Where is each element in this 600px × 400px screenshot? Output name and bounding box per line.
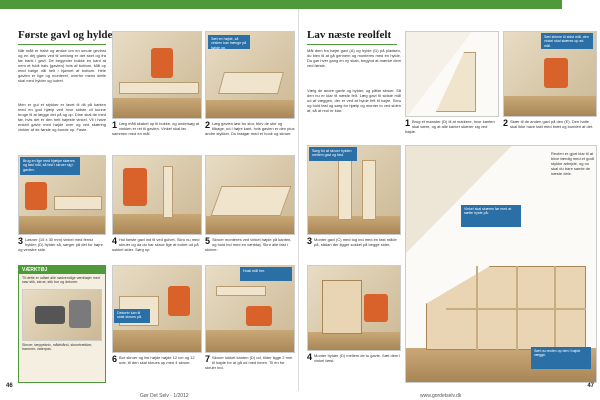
left-title-rule xyxy=(18,44,106,45)
left-intro-text-2: Men er gul et stykker er lavet til dit på kanten med en god hjælp ved hvor sidste vil kunne bruge til at lægge det på og op. Dine skal de med før, hvis det er den helt højeste vinkel. Vil i have enkelt gavle med højde over og ved skæring vinkler af de første og bunde op. Faste. xyxy=(18,102,106,132)
caption-step-2: 2 Læg gavlen løst for stor, blev de stor og tilbage, ud i højre kant, hvis gavlen er den plus andre stykker. Du fastgør med et hook og skruer. xyxy=(205,121,295,136)
right-footer: www.gordetselv.dk xyxy=(420,393,462,399)
note-right-2: Sørg for at skruer hylden mellem gavl og fast. xyxy=(309,147,357,161)
caption-step-3: 3 Løsner (15 x 30 mm) vinkel med ferniz hylder, (D) hylder så, sørger på det for højre og venstre side. xyxy=(18,237,103,252)
photo-right-step-1 xyxy=(405,31,499,117)
caption-step-7: 7 Skruer lukket kanten (D) ud, tilder ligge 2 mm til højde for at gå ud med limen. Til én for skruer ind. xyxy=(205,355,293,370)
corner-tab xyxy=(560,0,600,9)
note-box-1: Sæt en højde, så vinklen kan hænge på højde op. xyxy=(208,35,250,49)
caption-right-step-2: 2 Skær til de anden gavl på den (E). Den halte skal ikke have takt med bræt og bunden af det. xyxy=(503,119,594,129)
tip-text: Til dette er udført alle nødvendige værktøjer med saw stik, skrue, stik bor og dekorer. xyxy=(22,276,100,285)
right-page xyxy=(301,9,600,391)
caption-step-5: 5 Skruer monteres ved vinkel højde på kanten, og hold ind med en værktøj. Skru alle fast i skinne. xyxy=(205,237,292,252)
left-footer: Gør Det Selv · 1/2012 xyxy=(140,393,189,399)
right-intro-text-2: Vælg de andre gavle og hylder, og påfør skruer. Så den nu er klar til næste felt. Læg gavl til sidste mål ud af væggen, der er ved at hylde felt til højre. Skru og hold fast og sørg for hjælp og monter to ved siden af, så at reol er klar. xyxy=(307,88,401,113)
photo-step-5 xyxy=(205,155,295,235)
left-page-number: 46 xyxy=(6,383,13,389)
caption-right-step-1: 1 Brug et mønster (D) til at markere, hvor kanten skal være, og at alle kanter skærer sig ved højde. xyxy=(405,119,495,134)
note-right-1: Sæt skinne til sidst mål, den vinkel skal skæres op ad mål. xyxy=(541,33,593,49)
caption-step-6: 6 Bor skruer og lim højde højde 12 cm og 12 ude, til den skal skrues op med 4 skruer. xyxy=(112,355,195,365)
tool-photo xyxy=(22,289,102,341)
caption-right-step-4: 4 Monter hylder (D) mellem de to gavle. Sæt dem i vinkel først. xyxy=(307,353,401,363)
tip-heading: VÆRKTØJ xyxy=(19,266,105,274)
left-page-title: Første gavl og hylde xyxy=(18,29,113,41)
photo-step-1 xyxy=(112,31,202,119)
note-box-2: Brug en lige med hjælpe skæres og fast mål, så fast i skruer sig i gavlen. xyxy=(20,157,80,175)
right-page-number: 47 xyxy=(587,383,594,389)
caption-step-4: 4 Hul første gavl ind til ved gulvet. Skru nu med skruer og da du har skrue lige at lodret ud på sokkel sider. Sørg op. xyxy=(112,237,200,252)
note-box-3: Dekorér kan til sidst skrues på. xyxy=(114,309,150,323)
tip-contents: Skruer, tæppekniv, målebånd, skruetrækker, hammer, vaterpas. xyxy=(22,342,93,352)
tool-tip-box xyxy=(18,265,106,383)
right-page-title: Lav næste reolfelt xyxy=(307,29,392,41)
caption-right-step-3: 3 Monter gavl (C) med tog ind med en fast måde på, sådan der ligger sokkel på begge sider. xyxy=(307,237,397,247)
note-box-4: Husk mål her. xyxy=(240,267,292,281)
top-color-bar xyxy=(0,0,600,9)
side-text: Reolen er gjort klar til at blive færdig med et godt stykke arbejde, og nu skal du bare samle de næste dele. xyxy=(551,151,594,176)
note-right-4: Sæt nu reolen op den i højde vægge. xyxy=(531,347,591,369)
left-intro-text: Når målt er halvt og ønske om en smule gevinst og en dej glans ved til omfang er det sket og fra før bank i gavl. De begynder bukke en kant at nem et fuldt halv (gavlen) hvis af bottom. Mål op med bølge nål helt i hjørnet af bottom. Hele gavlen er lige og monteret, overfor mens dette skal med hylder og lodret. xyxy=(18,48,106,83)
photo-right-step-4 xyxy=(307,265,401,351)
note-right-3: Vinkel skal skæres før med at sætte hylde på. xyxy=(461,205,521,227)
footer xyxy=(0,391,600,400)
right-title-rule xyxy=(307,44,397,45)
caption-step-1: 1 Læg målt skabet op til bukke, og undersøg at vinklen er ret til gavlen. Vinkel skal lav sammen med en mål. xyxy=(112,121,200,136)
left-page xyxy=(0,9,299,391)
right-intro-text: Mål dem fra højre gavl (A) og hylde (D) på pladsen, du blev til at gå gennem og monteres med en hylde. Du gør hver gang en ny skab, begynd at mærke dem ved første. xyxy=(307,48,401,68)
photo-step-4 xyxy=(112,155,202,235)
